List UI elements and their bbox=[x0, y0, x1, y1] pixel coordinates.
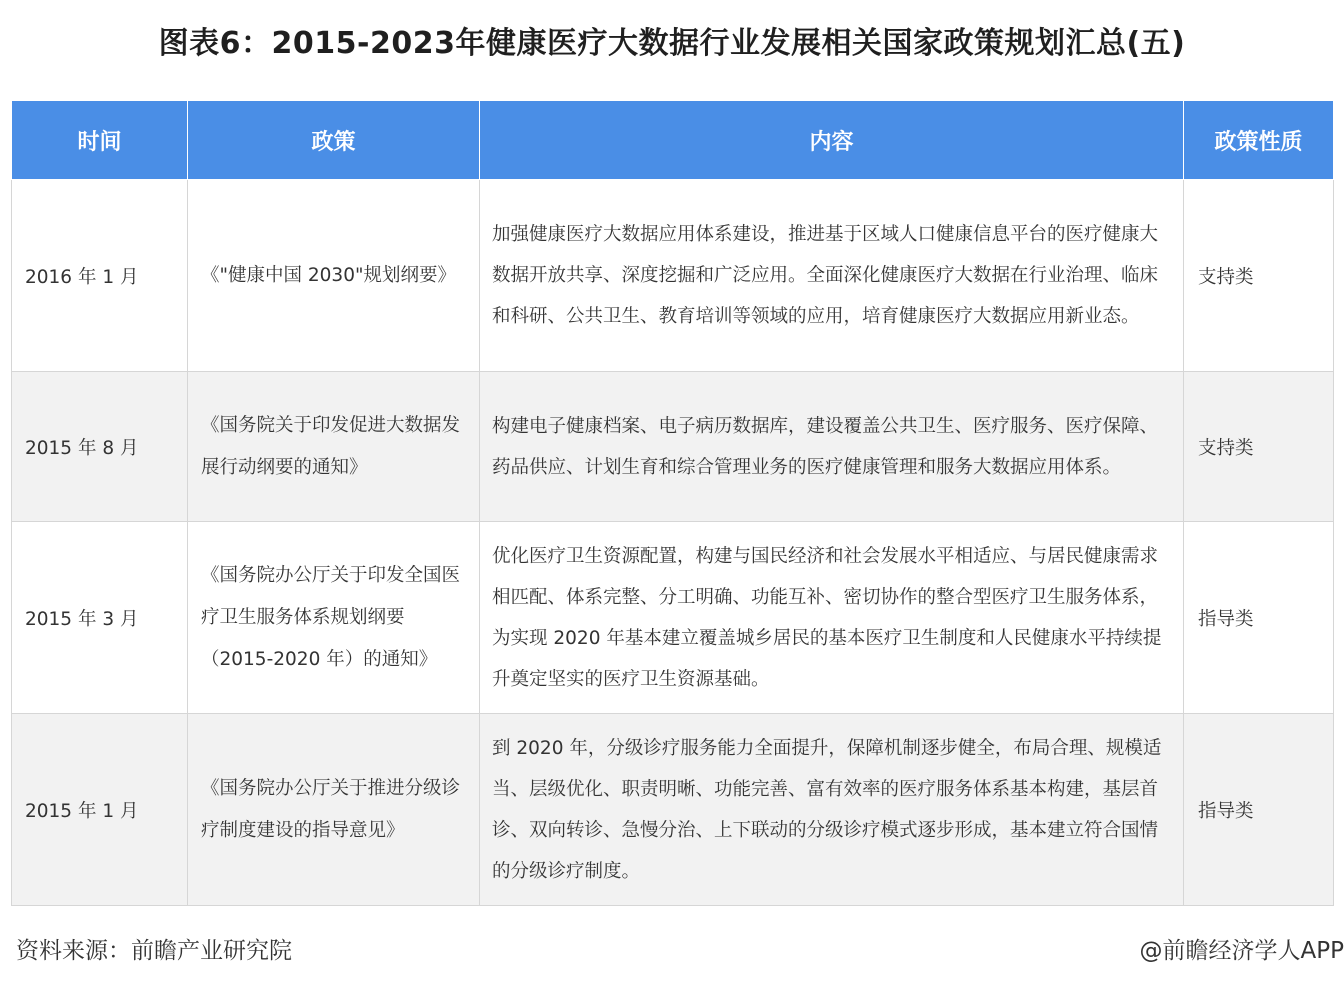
policy-table bbox=[11, 100, 1334, 906]
cell-nature: 支持类 bbox=[1184, 180, 1334, 372]
table-row bbox=[12, 714, 1334, 906]
cell-policy: 《国务院关于印发促进大数据发展行动纲要的通知》 bbox=[188, 372, 480, 522]
cell-time: 2015 年 3 月 bbox=[12, 522, 188, 714]
header-nature: 政策性质 bbox=[1184, 101, 1334, 180]
cell-nature: 指导类 bbox=[1184, 714, 1334, 906]
table-row bbox=[12, 372, 1334, 522]
cell-content: 到 2020 年，分级诊疗服务能力全面提升，保障机制逐步健全，布局合理、规模适当、层级优化、职责明晰、功能完善、富有效率的医疗服务体系基本构建，基层首诊、双向转诊、急慢分治、上下联动的分级诊疗模式逐步形成，基本建立符合国情的分级诊疗制度。 bbox=[480, 714, 1184, 906]
cell-policy: 《"健康中国 2030"规划纲要》 bbox=[188, 180, 480, 372]
table-header-row bbox=[12, 101, 1334, 180]
table-row bbox=[12, 522, 1334, 714]
cell-policy: 《国务院办公厅关于推进分级诊疗制度建设的指导意见》 bbox=[188, 714, 480, 906]
cell-content: 优化医疗卫生资源配置，构建与国民经济和社会发展水平相适应、与居民健康需求相匹配、体系完整、分工明确、功能互补、密切协作的整合型医疗卫生服务体系，为实现 2020 年基本建立覆盖城乡居民的基本医疗卫生制度和人民健康水平持续提升奠定坚实的医疗卫生资源基础。 bbox=[480, 522, 1184, 714]
cell-content: 加强健康医疗大数据应用体系建设，推进基于区域人口健康信息平台的医疗健康大数据开放共享、深度挖掘和广泛应用。全面深化健康医疗大数据在行业治理、临床和科研、公共卫生、教育培训等领域的应用，培育健康医疗大数据应用新业态。 bbox=[480, 180, 1184, 372]
cell-time: 2016 年 1 月 bbox=[12, 180, 188, 372]
credit-note: @前瞻经济学人APP bbox=[1139, 938, 1344, 964]
cell-content: 构建电子健康档案、电子病历数据库，建设覆盖公共卫生、医疗服务、医疗保障、药品供应、计划生育和综合管理业务的医疗健康管理和服务大数据应用体系。 bbox=[480, 372, 1184, 522]
chart-title: 图表6：2015-2023年健康医疗大数据行业发展相关国家政策规划汇总(五) bbox=[158, 26, 1186, 61]
cell-time: 2015 年 1 月 bbox=[12, 714, 188, 906]
header-time: 时间 bbox=[12, 101, 188, 180]
cell-policy: 《国务院办公厅关于印发全国医疗卫生服务体系规划纲要（2015-2020 年）的通知》 bbox=[188, 522, 480, 714]
cell-time: 2015 年 8 月 bbox=[12, 372, 188, 522]
source-note: 资料来源：前瞻产业研究院 bbox=[16, 938, 292, 964]
header-content: 内容 bbox=[480, 101, 1184, 180]
table-row bbox=[12, 180, 1334, 372]
cell-nature: 指导类 bbox=[1184, 522, 1334, 714]
cell-nature: 支持类 bbox=[1184, 372, 1334, 522]
header-policy: 政策 bbox=[188, 101, 480, 180]
